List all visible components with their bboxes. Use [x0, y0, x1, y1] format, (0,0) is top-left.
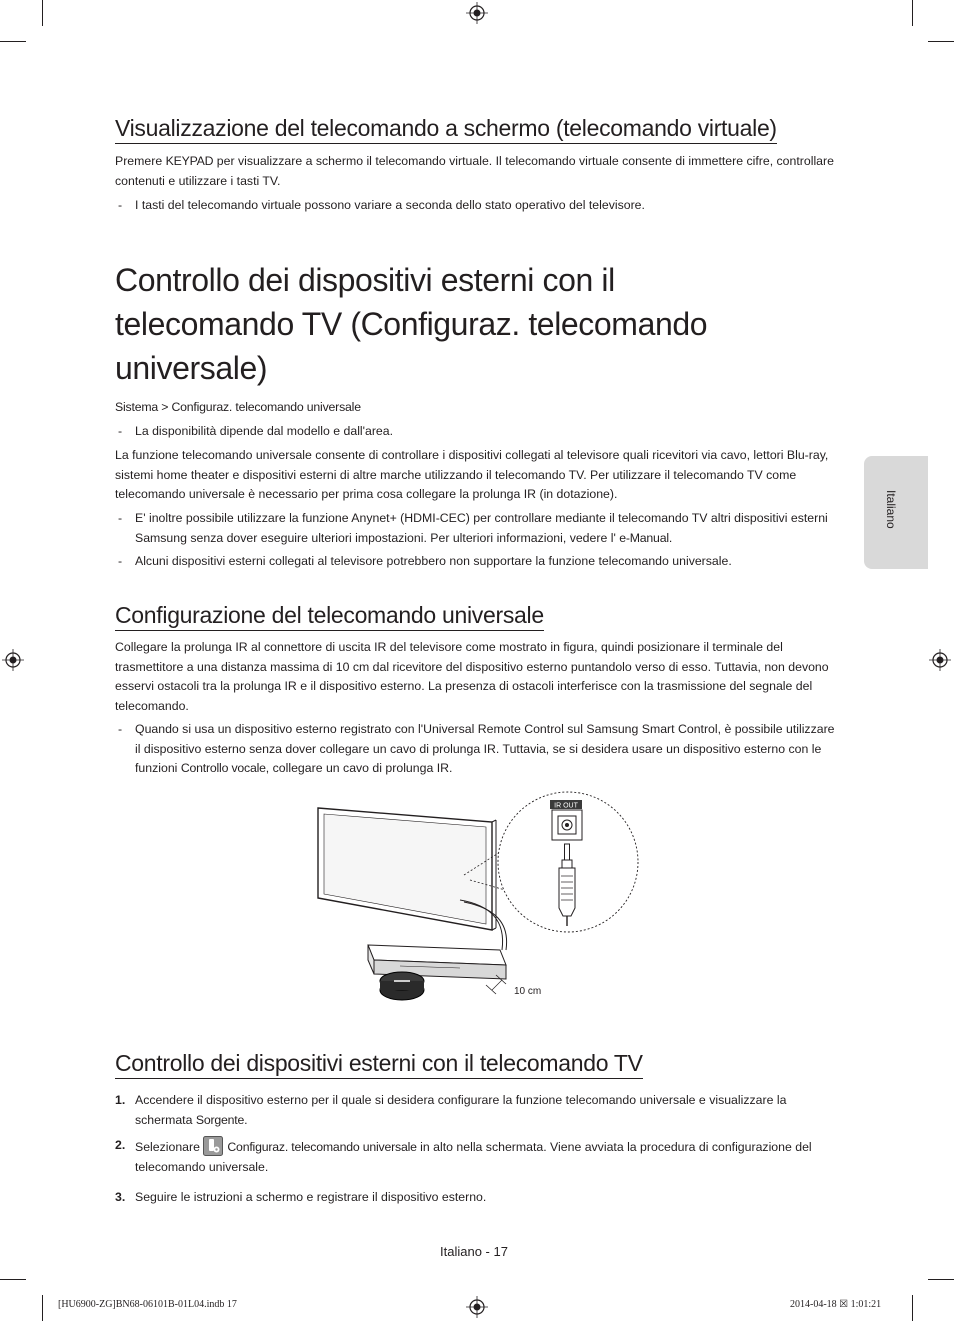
page-number: Italiano - 17: [440, 1244, 508, 1259]
note: - E' inoltre possibile utilizzare la funzione Anynet+ (HDMI-CEC) per controllare mediante il telecomando TV altri dispositivi esterni Samsung senza dover eseguire ulteriori impostazioni. Per ulteriori informazioni, vedere l' e-Manual.: [118, 511, 828, 545]
crop-mark: [912, 0, 913, 26]
ir-out-label: IR OUT: [554, 802, 578, 810]
distance-label: 10 cm: [514, 986, 542, 997]
crop-mark: [42, 1295, 43, 1321]
crop-mark: [912, 1295, 913, 1321]
crop-mark: [0, 1279, 26, 1280]
paragraph: La funzione telecomando universale consente di controllare i dispositivi collegati al televisore quali ricevitori via cavo, lettori Blu-ray, sistemi home theater e dispositivi esterni di altre marche utilizzando il telecomando TV. Per utilizzare il telecomando TV come telecomando universale è necessario per prima cosa collegare la prolunga IR (in dotazione).: [115, 448, 829, 501]
section-title: Configurazione del telecomando universale: [115, 601, 544, 631]
registration-mark-icon: [929, 649, 951, 671]
menu-path: Sistema > Configuraz. telecomando universale: [115, 400, 361, 414]
crop-mark: [928, 41, 954, 42]
language-side-tab: [864, 456, 928, 569]
section-virtual-remote: [115, 114, 837, 144]
section-virtual-remote-body: [115, 152, 837, 191]
step-item: 1. Accendere il dispositivo esterno per il quale si desidera configurare la funzione telecomando universale e visualizzare la schermata Sorgente.: [115, 1093, 787, 1127]
paragraph: Collegare la prolunga IR al connettore di uscita IR del televisore come mostrato in figura, quindi posizionare il terminale del trasmettitore a una distanza massima di 10 cm dal ricevitore del dispositivo esterno puntandolo verso di esso. Tuttavia, non devono esservi ostacoli tra la prolunga IR e il dispositivo esterno. La presenza di ostacoli interferisce con la trasmissione del segnale del telecomando.: [115, 640, 829, 713]
registration-mark-icon: [466, 1296, 488, 1318]
section-universal-remote: [115, 258, 837, 390]
registration-mark-icon: [2, 649, 24, 671]
ir-blaster-illustration: [380, 972, 424, 1000]
crop-mark: [42, 0, 43, 26]
crop-mark: [928, 1279, 954, 1280]
note: - I tasti del telecomando virtuale possono variare a seconda dello stato operativo del televisore.: [118, 198, 645, 212]
registration-mark-icon: [466, 2, 488, 24]
keyword: e-Manual: [619, 530, 669, 545]
print-slug-date: 2014-04-18 ☒ 1:01:21: [790, 1299, 882, 1310]
tv-illustration: [318, 808, 496, 930]
ir-extender-diagram: [310, 780, 650, 1010]
keyword: KEYPAD: [165, 154, 214, 168]
note: - La disponibilità dipende dal modello e dall'area.: [118, 424, 394, 438]
step-item: 2. Selezionare Configuraz. telecomando universale in alto nella schermata. Viene avviata la procedura di configurazione del telecomando universale.: [115, 1138, 812, 1174]
print-slug-file: [HU6900-ZG]BN68-06101B-01L04.indb 17: [58, 1299, 237, 1310]
keyword: Sorgente: [195, 1112, 245, 1127]
section-external-device-control: [115, 1049, 837, 1079]
note: - Alcuni dispositivi esterni collegati al televisore potrebbero non supportare la funzione telecomando universale.: [118, 554, 732, 568]
section-title: Visualizzazione del telecomando a schermo (telecomando virtuale): [115, 114, 777, 144]
section-title: Controllo dei dispositivi esterni con il telecomando TV: [115, 1049, 643, 1079]
keyword: Controllo vocale: [180, 761, 266, 775]
universal-remote-setup-icon: [203, 1136, 223, 1156]
menu-path-root: Sistema: [115, 400, 159, 414]
paragraph: Premere KEYPAD per visualizzare a schermo il telecomando virtuale. Il telecomando virtuale consente di immettere cifre, controllare contenuti e utilizzare i tasti TV.: [115, 154, 834, 188]
menu-path-item: Configuraz. telecomando universale: [171, 400, 361, 414]
section-universal-remote-setup: [115, 601, 837, 631]
note: - Quando si usa un dispositivo esterno registrato con l'Universal Remote Control sul Samsung Smart Control, è possibile utilizzare il dispositivo esterno senza dover collegare un cavo di prolunga IR. Tuttavia, se si desidera usare un dispositivo esterno con le funzioni Controllo vocale, collegare un cavo di prolunga IR.: [118, 722, 835, 775]
keyword: Configuraz. telecomando universale: [227, 1140, 417, 1154]
crop-mark: [0, 41, 26, 42]
step-item: 3. Seguire le istruzioni a schermo e registrare il dispositivo esterno.: [115, 1190, 487, 1204]
language-side-tab-label: Italiano: [884, 490, 898, 529]
chapter-title: Controllo dei dispositivi esterni con il telecomando TV (Configuraz. telecomando universale): [115, 262, 708, 386]
